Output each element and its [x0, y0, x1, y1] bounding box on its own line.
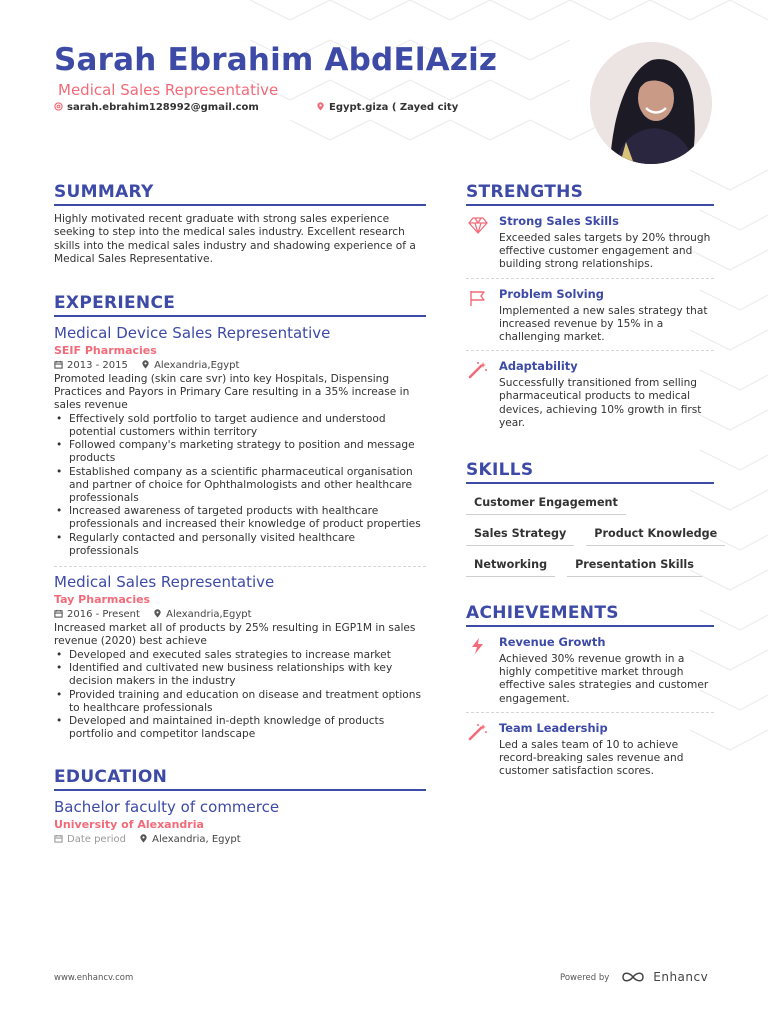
job-dates [54, 358, 128, 373]
achievement-title: Revenue Growth [499, 635, 606, 650]
achievement-item [466, 635, 714, 706]
job-entry [54, 573, 426, 741]
strength-item [466, 214, 714, 272]
skill-tag: Product Knowledge [586, 523, 725, 546]
achievement-item [466, 721, 714, 779]
skills-list [466, 492, 718, 577]
contact-location [316, 102, 458, 113]
job-bullets [54, 649, 426, 741]
strength-desc: Implemented a new sales strategy that increased revenue by 15% in a challenging market. [499, 304, 708, 344]
left-column [54, 182, 426, 847]
job-title: Medical Sales Representative [54, 573, 275, 592]
footer-branding[interactable] [560, 970, 708, 984]
job-meta [54, 607, 426, 622]
achievement-desc: Achieved 30% revenue growth in a highly competitive market through effective sales strategies and customer engagement. [499, 653, 709, 705]
diamond-icon [468, 216, 488, 234]
job-dates [54, 607, 140, 622]
strength-desc: Successfully transitioned from selling pharmaceutical products to medical devices, achieving 10% growth in first year. [499, 377, 702, 429]
strength-title: Strong Sales Skills [499, 214, 619, 228]
bullet-item: • Identified and cultivated new business relationships with key decision makers in the industry [54, 662, 426, 688]
divider [466, 712, 714, 713]
job-description: Increased market all of products by 25% resulting in EGP1M in sales revenue (2020) best achieve [54, 622, 416, 648]
flag-icon [468, 289, 488, 307]
achievements-section [466, 603, 714, 778]
location-pin-icon [316, 102, 325, 111]
strength-item [466, 287, 714, 345]
bullet-item: • Increased awareness of targeted products with healthcare professionals and increased their knowledge of product properties [54, 505, 426, 531]
job-title: Medical Device Sales Representative [54, 323, 331, 342]
education-entry [54, 798, 426, 847]
skill-row [466, 554, 714, 577]
strength-desc: Exceeded sales targets by 20% through effective customer engagement and building strong relationships. [499, 232, 711, 271]
divider [54, 566, 426, 567]
bullet-item: • Developed and maintained in-depth knowledge of products portfolio and competitor landscape [54, 715, 426, 741]
divider [466, 350, 714, 351]
bullet-item: • Followed company's marketing strategy to position and message products [54, 439, 426, 465]
achievement-title: Team Leadership [499, 720, 608, 735]
education-location-text: Alexandria, Egypt [152, 834, 241, 846]
strength-title: Problem Solving [499, 286, 604, 301]
bullet-item: • Provided training and education on disease and treatment options to healthcare professionals [54, 689, 426, 715]
achievement-desc: Led a sales team of 10 to achieve record-breaking sales revenue and customer satisfaction scores. [499, 738, 684, 778]
job-location-text: Alexandria,Egypt [154, 359, 240, 371]
skill-tag: Sales Strategy [466, 523, 574, 546]
enhancv-logo-icon [621, 970, 647, 984]
strength-item [466, 359, 714, 430]
job-meta [54, 358, 426, 373]
skill-tag: Presentation Skills [567, 554, 702, 577]
job-dates-text: 2016 - Present [67, 609, 140, 621]
skill-tag: Customer Engagement [466, 492, 626, 515]
divider [466, 278, 714, 279]
education-dates [54, 832, 126, 847]
strengths-heading: STRENGTHS [466, 182, 714, 206]
resume-header [54, 40, 574, 113]
job-entry [54, 324, 426, 558]
school-name: University of Alexandria [54, 818, 204, 832]
contact-email[interactable] [54, 102, 259, 113]
bullet-item: • Established company as a scientific pharmaceutical organisation and partner of choice for Ophthalmologists and other healthcare professionals [54, 466, 426, 506]
job-bullets [54, 413, 426, 558]
job-company: Tay Pharmacies [54, 593, 151, 607]
education-section [54, 767, 426, 847]
right-column [466, 182, 718, 778]
strength-title: Adaptability [499, 359, 578, 374]
candidate-name: Sarah Ebrahim AbdElAziz [54, 42, 498, 78]
job-description: Promoted leading (skin care svr) into key Hospitals, Dispensing Practices and Payors in Primary Care resulting in a 35% increase in sales revenue [54, 372, 410, 412]
achievements-heading: ACHIEVEMENTS [466, 603, 714, 627]
location-pin-icon [141, 360, 150, 369]
location-pin-icon [139, 834, 148, 843]
job-location [153, 607, 251, 622]
job-location-text: Alexandria,Egypt [166, 609, 252, 621]
skills-section [466, 460, 718, 577]
calendar-icon [54, 360, 63, 369]
calendar-icon [54, 834, 63, 843]
brand-name: Enhancv [653, 970, 709, 984]
summary-text: Highly motivated recent graduate with strong sales experience seeking to step into the medical sales industry. Excellent research skills into the medical sales industry and shadowing experience of a Medical Sales Representative. [54, 213, 416, 266]
footer-website[interactable]: www.enhancv.com [54, 973, 134, 983]
calendar-icon [54, 609, 63, 618]
portrait-image [590, 42, 712, 164]
powered-by-label: Powered by [560, 973, 610, 983]
degree-title: Bachelor faculty of commerce [54, 798, 280, 817]
education-meta [54, 832, 426, 847]
at-sign-icon [54, 102, 63, 111]
email-text: sarah.ebrahim128992@gmail.com [67, 102, 259, 113]
job-location [141, 358, 239, 373]
job-dates-text: 2013 - 2015 [67, 359, 128, 371]
summary-section [54, 182, 426, 267]
profile-photo [590, 42, 712, 164]
summary-heading: SUMMARY [54, 182, 426, 206]
education-dates-text: Date period [67, 834, 126, 846]
skill-row [466, 523, 718, 546]
experience-section [54, 293, 426, 742]
bullet-item: • Developed and executed sales strategies to increase market [54, 649, 426, 662]
bullet-item: • Effectively sold portfolio to target audience and understood potential customers within territory [54, 413, 426, 439]
education-location [139, 832, 241, 847]
job-company: SEIF Pharmacies [54, 343, 157, 357]
magic-wand-icon [468, 361, 488, 379]
candidate-role: Medical Sales Representative [58, 81, 279, 99]
location-text: Egypt.giza ( Zayed city [329, 102, 459, 113]
bullet-item: • Regularly contacted and personally visited healthcare professionals [54, 532, 426, 558]
skill-tag: Networking [466, 554, 555, 577]
location-pin-icon [153, 609, 162, 618]
magic-wand-icon [468, 723, 488, 741]
strengths-section [466, 182, 714, 430]
skills-heading: SKILLS [466, 460, 714, 484]
education-heading: EDUCATION [54, 767, 426, 791]
skill-row [466, 492, 714, 515]
experience-heading: EXPERIENCE [54, 293, 426, 317]
lightning-icon [468, 637, 488, 655]
